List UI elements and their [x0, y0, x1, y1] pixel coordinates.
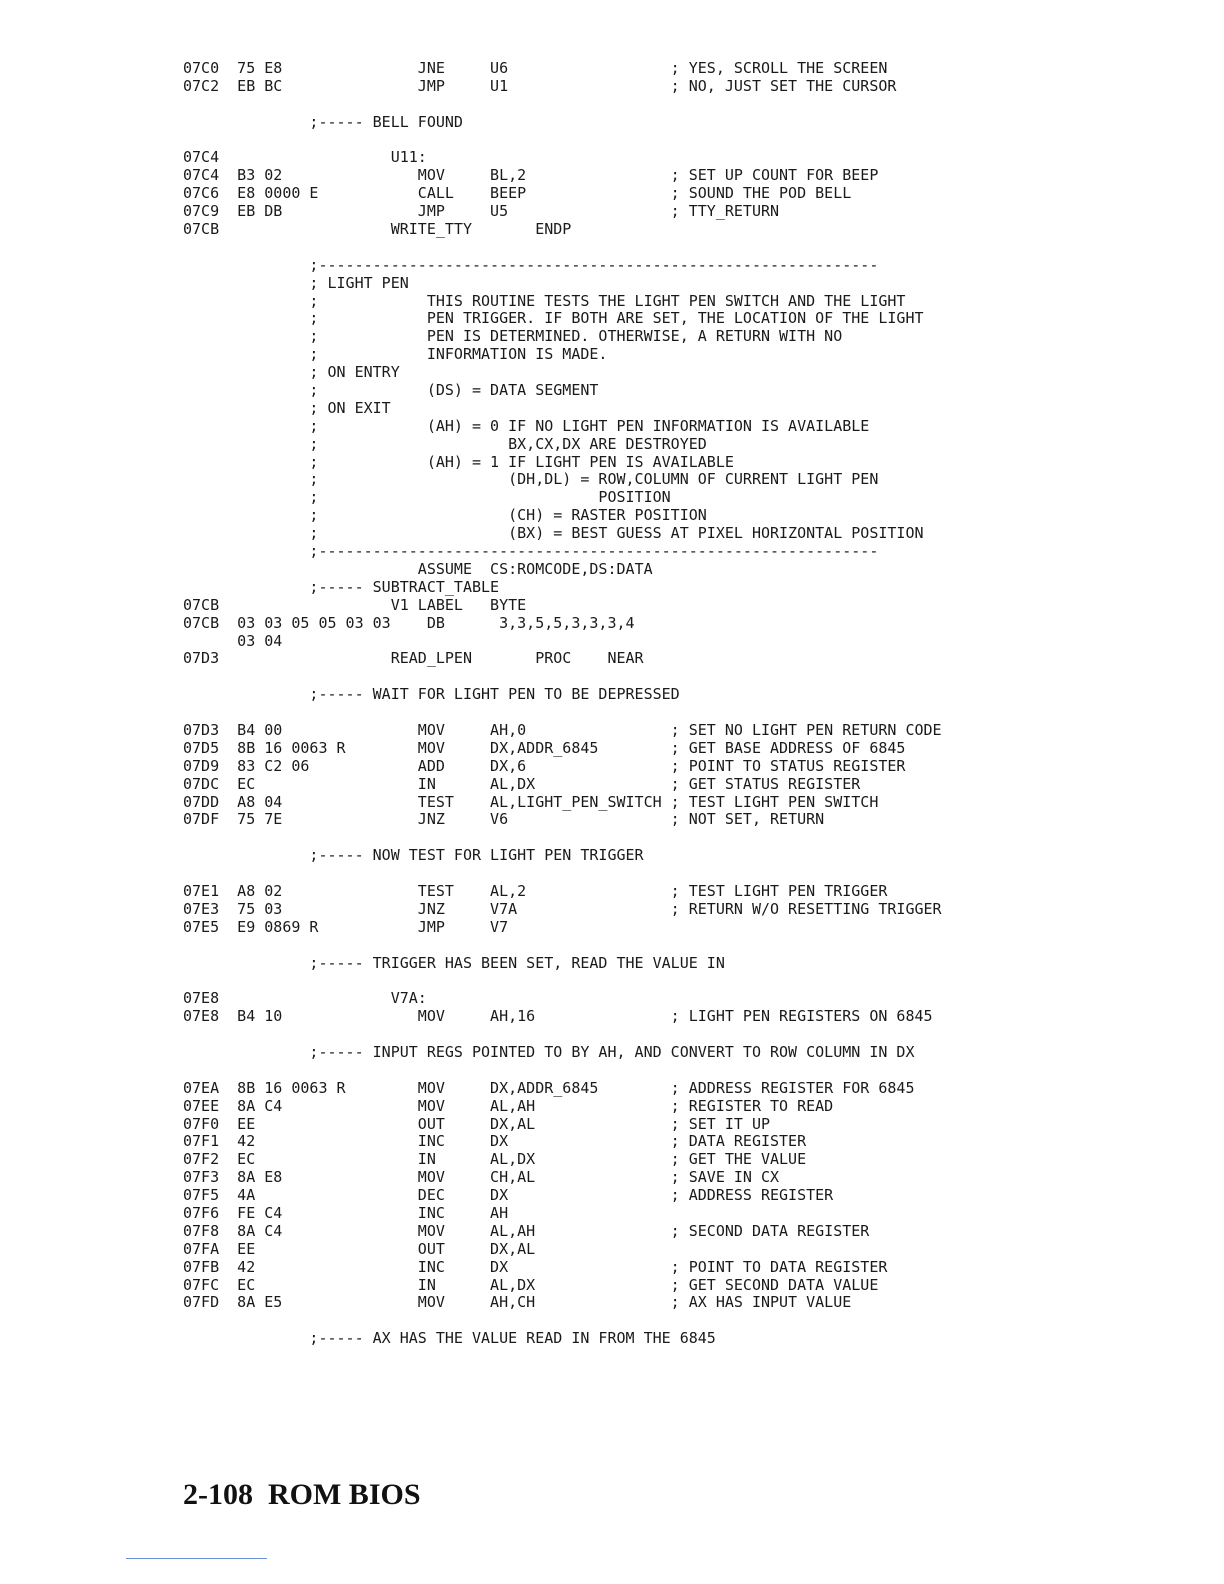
- listing-line: 07C0 75 E8 JNE U6 ; YES, SCROLL THE SCREEN: [183, 59, 888, 77]
- listing-line: ;----- WAIT FOR LIGHT PEN TO BE DEPRESSED: [183, 685, 680, 704]
- listing-line: 07F8 8A C4 MOV AL,AH ; SECOND DATA REGISTER: [183, 1221, 870, 1240]
- listing-line: [183, 704, 942, 722]
- assembly-listing: [183, 60, 942, 1348]
- listing-line: ;----- NOW TEST FOR LIGHT PEN TRIGGER: [183, 846, 644, 865]
- listing-line: ; (AH) = 1 IF LIGHT PEN IS AVAILABLE: [183, 452, 734, 471]
- listing-line: ASSUME CS:ROMCODE,DS:DATA: [183, 559, 653, 578]
- listing-line: ; (CH) = RASTER POSITION: [183, 506, 707, 525]
- listing-line: 07FA EE OUT DX,AL: [183, 1239, 536, 1258]
- footer-rule: [126, 1558, 267, 1559]
- listing-line: ; POSITION: [183, 488, 671, 507]
- listing-line: 07F2 EC IN AL,DX ; GET THE VALUE: [183, 1150, 807, 1169]
- listing-line: 07EE 8A C4 MOV AL,AH ; REGISTER TO READ: [183, 1096, 834, 1115]
- listing-line: 07F1 42 INC DX ; DATA REGISTER: [183, 1132, 807, 1151]
- listing-line: [183, 972, 942, 990]
- listing-line: 07F3 8A E8 MOV CH,AL ; SAVE IN CX: [183, 1168, 780, 1187]
- listing-line: ; INFORMATION IS MADE.: [183, 345, 608, 364]
- listing-line: 03 04: [183, 631, 283, 650]
- listing-line: 07D3 READ_LPEN PROC NEAR: [183, 649, 644, 668]
- listing-line: [183, 1062, 942, 1080]
- listing-line: ; ON EXIT: [183, 398, 391, 417]
- listing-line: 07CB 03 03 05 05 03 03 DB 3,3,5,5,3,3,3,4: [183, 613, 635, 632]
- listing-line: 07F5 4A DEC DX ; ADDRESS REGISTER: [183, 1186, 834, 1205]
- listing-line: [183, 1026, 942, 1044]
- listing-line: [183, 829, 942, 847]
- page-footer: 2-108 ROM BIOS: [183, 1478, 421, 1511]
- listing-line: ;----- TRIGGER HAS BEEN SET, READ THE VALUE IN: [183, 953, 725, 972]
- listing-line: 07E8 B4 10 MOV AH,16 ; LIGHT PEN REGISTERS ON 6845: [183, 1007, 933, 1026]
- listing-line: [183, 937, 942, 955]
- listing-line: ; THIS ROUTINE TESTS THE LIGHT PEN SWITCH AND THE LIGHT: [183, 291, 906, 310]
- listing-line: 07D9 83 C2 06 ADD DX,6 ; POINT TO STATUS REGISTER: [183, 756, 906, 775]
- listing-line: [183, 132, 942, 150]
- listing-line: 07E8 V7A:: [183, 989, 427, 1008]
- listing-line: ; PEN IS DETERMINED. OTHERWISE, A RETURN WITH NO: [183, 327, 843, 346]
- listing-line: ; LIGHT PEN: [183, 273, 409, 292]
- listing-line: ; (AH) = 0 IF NO LIGHT PEN INFORMATION IS AVAILABLE: [183, 416, 870, 435]
- listing-line: [183, 1312, 942, 1330]
- listing-line: [183, 96, 942, 114]
- listing-line: [183, 668, 942, 686]
- listing-line: ;--------------------------------------------------------------: [183, 255, 879, 274]
- listing-line: 07DD A8 04 TEST AL,LIGHT_PEN_SWITCH ; TEST LIGHT PEN SWITCH: [183, 792, 879, 811]
- listing-line: 07C9 EB DB JMP U5 ; TTY_RETURN: [183, 202, 780, 221]
- listing-line: 07F0 EE OUT DX,AL ; SET IT UP: [183, 1114, 770, 1133]
- listing-line: 07FD 8A E5 MOV AH,CH ; AX HAS INPUT VALUE: [183, 1293, 852, 1312]
- listing-line: ; ON ENTRY: [183, 363, 400, 382]
- listing-line: 07C2 EB BC JMP U1 ; NO, JUST SET THE CURSOR: [183, 76, 897, 95]
- listing-line: 07D3 B4 00 MOV AH,0 ; SET NO LIGHT PEN RETURN CODE: [183, 720, 942, 739]
- listing-line: ; BX,CX,DX ARE DESTROYED: [183, 434, 707, 453]
- listing-line: ;----- AX HAS THE VALUE READ IN FROM THE 6845: [183, 1329, 716, 1348]
- listing-line: 07FC EC IN AL,DX ; GET SECOND DATA VALUE: [183, 1275, 879, 1294]
- listing-line: 07FB 42 INC DX ; POINT TO DATA REGISTER: [183, 1257, 888, 1276]
- listing-line: 07DF 75 7E JNZ V6 ; NOT SET, RETURN: [183, 810, 825, 829]
- listing-line: 07D5 8B 16 0063 R MOV DX,ADDR_6845 ; GET BASE ADDRESS OF 6845: [183, 738, 906, 757]
- listing-line: 07E3 75 03 JNZ V7A ; RETURN W/O RESETTING TRIGGER: [183, 899, 942, 918]
- listing-line: 07DC EC IN AL,DX ; GET STATUS REGISTER: [183, 774, 861, 793]
- listing-line: 07EA 8B 16 0063 R MOV DX,ADDR_6845 ; ADDRESS REGISTER FOR 6845: [183, 1078, 915, 1097]
- listing-line: 07CB WRITE_TTY ENDP: [183, 220, 572, 239]
- listing-line: [183, 865, 942, 883]
- listing-line: 07F6 FE C4 INC AH: [183, 1204, 509, 1222]
- listing-line: 07C6 E8 0000 E CALL BEEP ; SOUND THE POD BELL: [183, 184, 852, 203]
- listing-line: 07C4 B3 02 MOV BL,2 ; SET UP COUNT FOR BEEP: [183, 166, 879, 185]
- listing-line: ; (DH,DL) = ROW,COLUMN OF CURRENT LIGHT PEN: [183, 470, 879, 489]
- listing-line: ;--------------------------------------------------------------: [183, 542, 879, 561]
- listing-line: ;----- INPUT REGS POINTED TO BY AH, AND CONVERT TO ROW COLUMN IN DX: [183, 1042, 915, 1061]
- listing-line: ; (BX) = BEST GUESS AT PIXEL HORIZONTAL POSITION: [183, 524, 924, 543]
- listing-line: 07E1 A8 02 TEST AL,2 ; TEST LIGHT PEN TRIGGER: [183, 881, 888, 900]
- listing-line: 07C4 U11:: [183, 148, 427, 167]
- listing-line: ; (DS) = DATA SEGMENT: [183, 381, 599, 400]
- listing-line: ;----- BELL FOUND: [183, 112, 463, 131]
- listing-line: ;----- SUBTRACT_TABLE: [183, 577, 500, 596]
- listing-line: ; PEN TRIGGER. IF BOTH ARE SET, THE LOCATION OF THE LIGHT: [183, 309, 924, 328]
- listing-line: [183, 239, 942, 257]
- listing-line: 07CB V1 LABEL BYTE: [183, 595, 527, 614]
- listing-line: 07E5 E9 0869 R JMP V7: [183, 917, 509, 936]
